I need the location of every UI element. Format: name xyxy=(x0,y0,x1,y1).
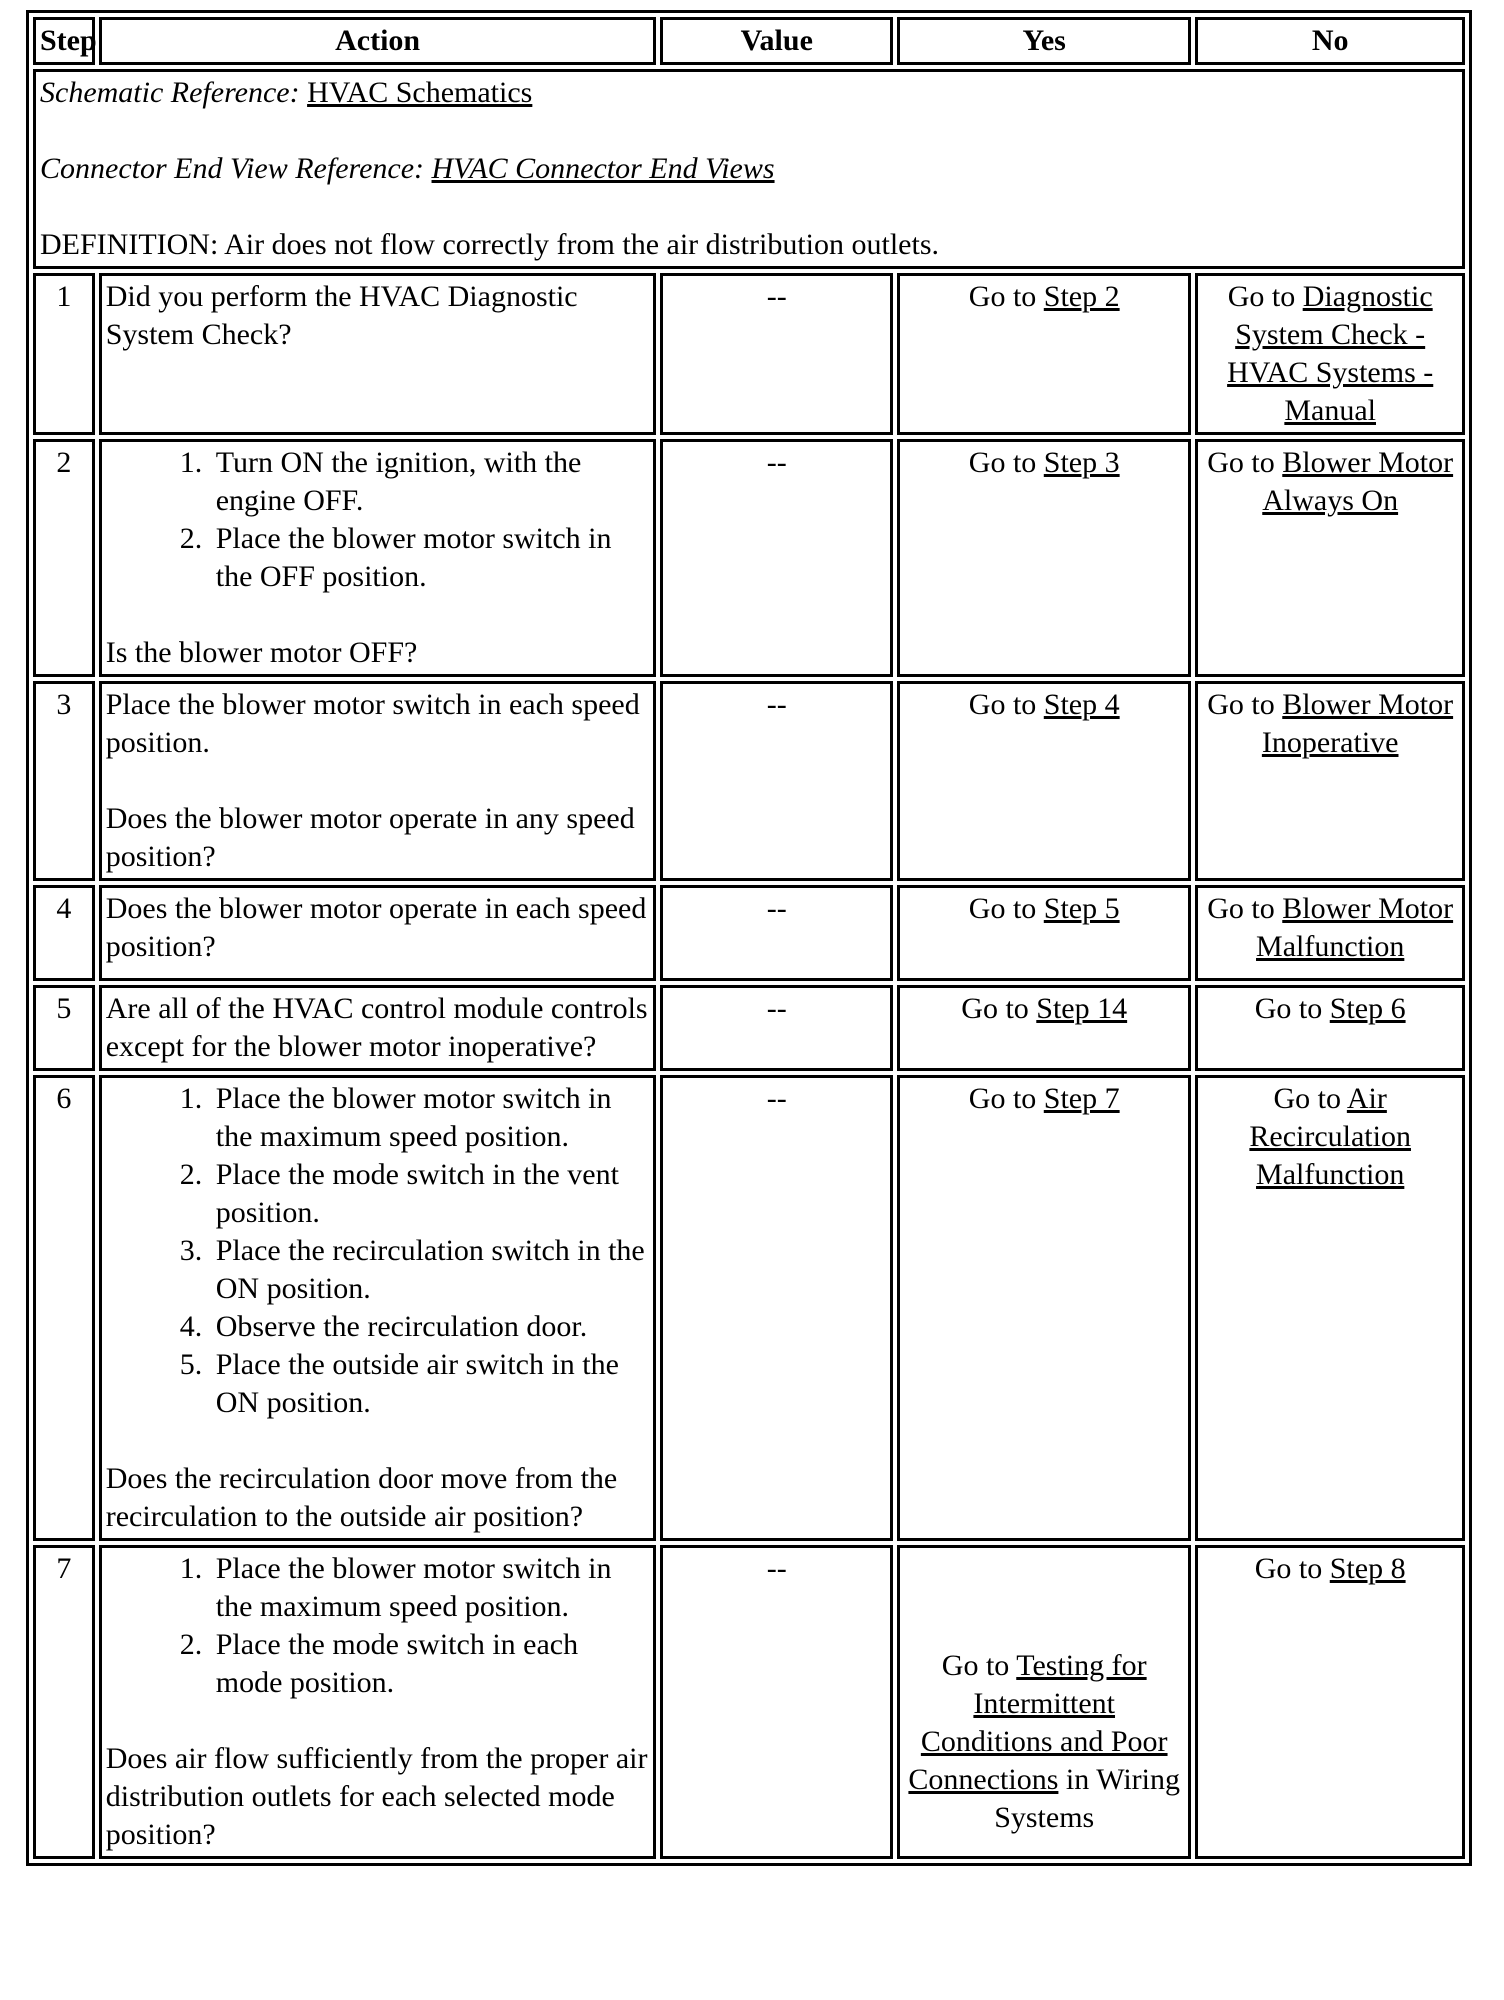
yes-cell: Go to Testing for Intermittent Conditions and Poor Connections in Wiring Systems xyxy=(897,1545,1191,1859)
table-row xyxy=(33,1545,1465,1859)
value-text: -- xyxy=(660,985,893,1071)
header-yes: Yes xyxy=(897,17,1191,65)
action-question: Does the blower motor operate in any speed position? xyxy=(105,802,635,873)
step-number: 6 xyxy=(33,1075,95,1541)
action-text: Place the blower motor switch in each speed position. xyxy=(105,688,640,759)
header-row xyxy=(33,17,1465,65)
no-cell: Go to Diagnostic System Check - HVAC Systems - Manual xyxy=(1195,273,1465,435)
action-cell xyxy=(99,681,657,881)
reference-cell xyxy=(33,69,1465,269)
yes-link[interactable]: Step 7 xyxy=(1043,1082,1120,1115)
reference-row xyxy=(33,69,1465,269)
yes-cell: Go to Step 5 xyxy=(897,885,1191,981)
step-number: 3 xyxy=(33,681,95,881)
table-row xyxy=(33,985,1465,1071)
yes-link[interactable]: Step 14 xyxy=(1036,992,1128,1025)
action-cell xyxy=(99,1545,657,1859)
yes-link[interactable]: Step 4 xyxy=(1043,688,1120,721)
yes-link[interactable]: Step 3 xyxy=(1043,446,1120,479)
no-link[interactable]: Blower Motor Always On xyxy=(1262,446,1454,517)
action-list xyxy=(106,1080,650,1422)
step-number: 4 xyxy=(33,885,95,981)
yes-cell: Go to Step 4 xyxy=(897,681,1191,881)
yes-suffix: in Wiring Systems xyxy=(994,1763,1180,1834)
header-no: No xyxy=(1195,17,1465,65)
action-question: Is the blower motor OFF? xyxy=(105,636,418,669)
table-row xyxy=(33,885,1465,981)
yes-link[interactable]: Step 5 xyxy=(1043,892,1120,925)
header-value: Value xyxy=(660,17,893,65)
no-cell: Go to Air Recirculation Malfunction xyxy=(1195,1075,1465,1541)
connector-label: Connector End View Reference: xyxy=(40,152,425,185)
list-item: 1. Place the blower motor switch in the maximum speed position. xyxy=(210,1080,650,1156)
yes-link[interactable]: Step 2 xyxy=(1043,280,1120,313)
value-text: -- xyxy=(660,681,893,881)
value-text: -- xyxy=(660,1075,893,1541)
action-text: Did you perform the HVAC Diagnostic System Check? xyxy=(99,273,657,435)
hvac-connector-end-views-link[interactable]: HVAC Connector End Views xyxy=(431,152,775,185)
step-number: 1 xyxy=(33,273,95,435)
action-question: Does the recirculation door move from the recirculation to the outside air position? xyxy=(105,1462,618,1533)
no-cell: Go to Blower Motor Always On xyxy=(1195,439,1465,677)
list-item: 1. Place the blower motor switch in the maximum speed position. xyxy=(210,1550,650,1626)
step-number: 2 xyxy=(33,439,95,677)
header-action: Action xyxy=(99,17,657,65)
no-cell: Go to Blower Motor Malfunction xyxy=(1195,885,1465,981)
table-row xyxy=(33,681,1465,881)
value-text: -- xyxy=(660,885,893,981)
action-text: Are all of the HVAC control module controls except for the blower motor inoperative? xyxy=(99,985,657,1071)
diagnostic-table xyxy=(26,10,1472,1866)
value-text: -- xyxy=(660,1545,893,1859)
list-item: 2. Place the mode switch in the vent position. xyxy=(210,1156,650,1232)
list-item: 2. Place the blower motor switch in the OFF position. xyxy=(210,520,650,596)
action-list xyxy=(106,1550,650,1702)
no-link[interactable]: Step 8 xyxy=(1329,1552,1406,1585)
table-row xyxy=(33,273,1465,435)
yes-cell: Go to Step 2 xyxy=(897,273,1191,435)
action-cell xyxy=(99,439,657,677)
table-row xyxy=(33,1075,1465,1541)
yes-cell: Go to Step 3 xyxy=(897,439,1191,677)
list-item: 2. Place the mode switch in each mode position. xyxy=(210,1626,650,1702)
no-cell: Go to Step 8 xyxy=(1195,1545,1465,1859)
no-link[interactable]: Blower Motor Malfunction xyxy=(1256,892,1454,963)
action-list xyxy=(106,444,650,596)
list-item: 1. Turn ON the ignition, with the engine OFF. xyxy=(210,444,650,520)
no-cell: Go to Blower Motor Inoperative xyxy=(1195,681,1465,881)
action-question: Does air flow sufficiently from the proper air distribution outlets for each selected mode position? xyxy=(105,1742,648,1851)
value-text: -- xyxy=(660,273,893,435)
connector-reference xyxy=(40,150,1458,188)
schematic-label: Schematic Reference: xyxy=(40,76,300,109)
yes-cell: Go to Step 14 xyxy=(897,985,1191,1071)
value-text: -- xyxy=(660,439,893,677)
schematic-reference xyxy=(40,74,1458,112)
definition-text: DEFINITION: Air does not flow correctly from the air distribution outlets. xyxy=(40,228,939,261)
no-cell: Go to Step 6 xyxy=(1195,985,1465,1071)
no-link[interactable]: Air Recirculation Malfunction xyxy=(1249,1082,1411,1191)
list-item: 4. Observe the recirculation door. xyxy=(210,1308,650,1346)
list-item: 5. Place the outside air switch in the ON position. xyxy=(210,1346,650,1422)
no-link[interactable]: Blower Motor Inoperative xyxy=(1261,688,1454,759)
list-item: 3. Place the recirculation switch in the ON position. xyxy=(210,1232,650,1308)
action-text: Does the blower motor operate in each speed position? xyxy=(99,885,657,981)
header-step: Step xyxy=(33,17,95,65)
no-link[interactable]: Diagnostic System Check - HVAC Systems - Manual xyxy=(1227,280,1434,427)
yes-cell: Go to Step 7 xyxy=(897,1075,1191,1541)
step-number: 5 xyxy=(33,985,95,1071)
table-row xyxy=(33,439,1465,677)
hvac-schematics-link[interactable]: HVAC Schematics xyxy=(307,76,533,109)
action-cell xyxy=(99,1075,657,1541)
step-number: 7 xyxy=(33,1545,95,1859)
no-link[interactable]: Step 6 xyxy=(1329,992,1406,1025)
yes-link[interactable]: Testing for Intermittent Conditions and Poor Connections xyxy=(908,1649,1168,1796)
